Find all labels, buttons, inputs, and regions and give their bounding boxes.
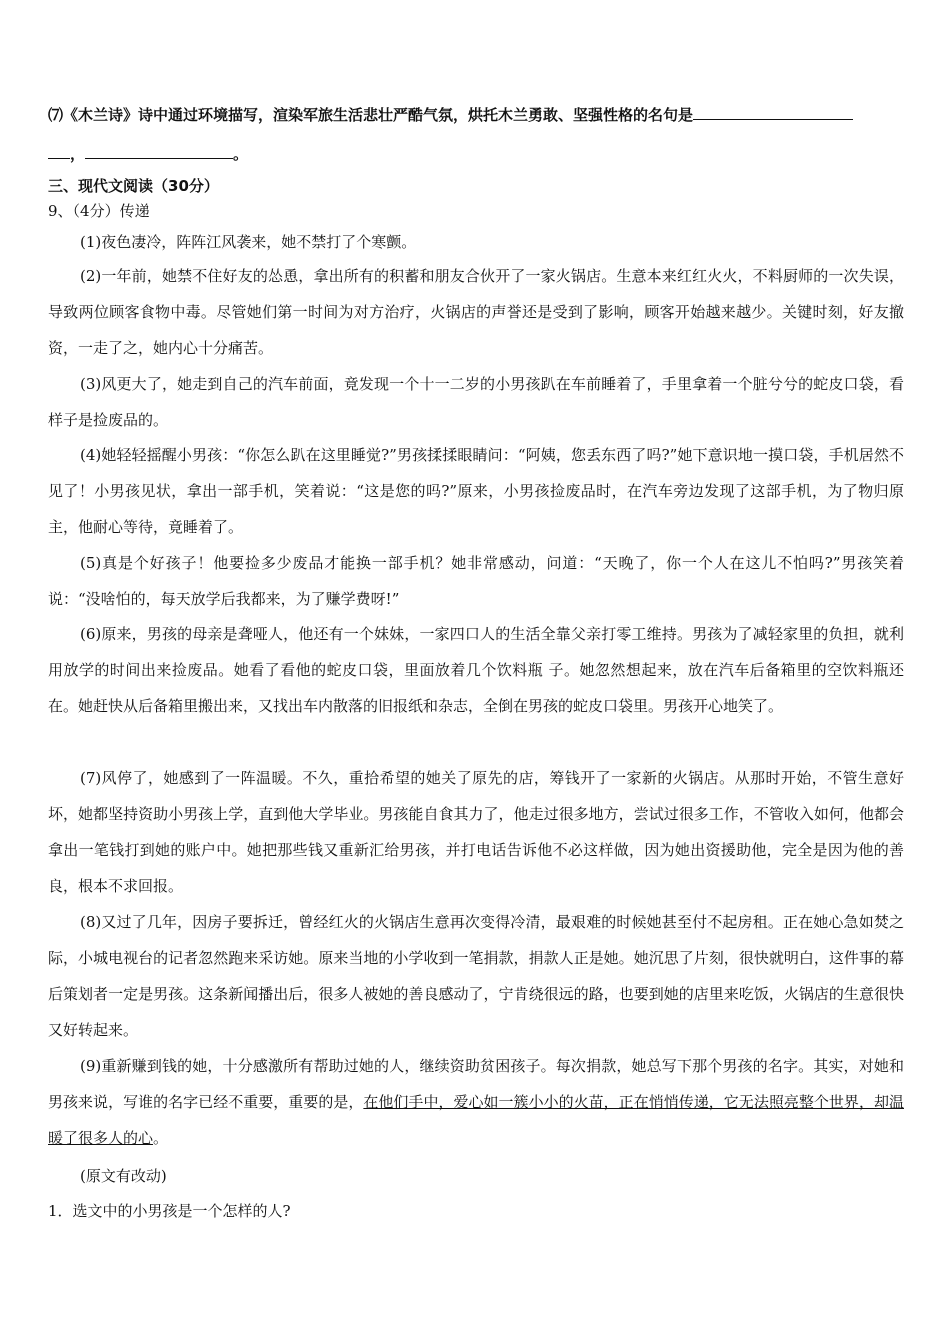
period: 。 bbox=[233, 145, 249, 163]
answer-blank-2[interactable] bbox=[85, 144, 233, 159]
question-7-text: ⑺《木兰诗》诗中通过环境描写，渲染军旅生活悲壮严酷气氛，烘托木兰勇敢、坚强性格的名句是 bbox=[48, 106, 694, 124]
paragraph-9-end: 。 bbox=[153, 1129, 169, 1147]
section-3-title: 三、现代文阅读（30分） bbox=[48, 177, 219, 195]
answer-blank-1-cont[interactable] bbox=[48, 144, 70, 159]
paragraph-1: (1)夜色凄冷，阵阵江风袭来，她不禁打了个寒颤。 bbox=[80, 233, 417, 251]
paragraph-3: (3)风更大了，她走到自己的汽车前面，竟发现一个十一二岁的小男孩趴在车前睡着了，手里拿着一个脏兮兮的蛇皮口袋，看样子是捡废品的。 bbox=[48, 375, 904, 429]
question-7-continued bbox=[48, 143, 248, 164]
paragraph-2: (2)一年前，她禁不住好友的怂恿，拿出所有的积蓄和朋友合伙开了一家火锅店。生意本来红红火火，不料厨师的一次失误，导致两位顾客食物中毒。尽管她们第一时间为对方治疗，火锅店的声誉还是受到了影响，顾客开始越来越少。关键时刻，好友撤资，一走了之，她内心十分痛苦。 bbox=[48, 267, 904, 357]
underlined-key-sentence: 在他们手中，爱心如一簇小小的火苗，正在悄悄传递，它无法照亮整个世界，却温暖了很多人的心 bbox=[48, 1093, 904, 1147]
paragraph-6: (6)原来，男孩的母亲是聋哑人，他还有一个妹妹，一家四口人的生活全靠父亲打零工维持。男孩为了减轻家里的负担，就利用放学的时间出来捡废品。她看了看他的蛇皮口袋，里面放着几个饮料瓶 子。她忽然想起来，放在汽车后备箱里的空饮料瓶还在。她赶快从后备箱里搬出来，又找出车内散落的旧报纸和杂志，全倒在男孩的蛇皮口袋里。男孩开心地笑了。 bbox=[48, 625, 904, 715]
answer-blank-1[interactable] bbox=[693, 105, 853, 120]
paragraph-9 bbox=[48, 1048, 904, 1156]
paragraph-4: (4)她轻轻摇醒小男孩：“你怎么趴在这里睡觉?”男孩揉揉眼睛问：“阿姨，您丢东西了吗?”她下意识地一摸口袋，手机居然不见了！小男孩见状，拿出一部手机，笑着说：“这是您的吗?”原来，小男孩捡废品时，在汽车旁边发现了这部手机，为了物归原主，他耐心等待，竟睡着了。 bbox=[48, 446, 904, 536]
source-note: (原文有改动) bbox=[80, 1167, 167, 1185]
question-9-header: 9、（4分）传递 bbox=[48, 202, 150, 220]
question-1: 1．选文中的小男孩是一个怎样的人? bbox=[48, 1202, 291, 1220]
paragraph-7: (7)风停了，她感到了一阵温暖。不久，重拾希望的她关了原先的店，筹钱开了一家新的火锅店。从那时开始，不管生意好坏，她都坚持资助小男孩上学，直到他大学毕业。男孩能自食其力了，他走过很多地方，尝试过很多工作，不管收入如何，他都会拿出一笔钱打到她的账户中。她把那些钱又重新汇给男孩，并打电话告诉他不必这样做，因为她出资援助他，完全是因为他的善良，根本不求回报。 bbox=[48, 769, 904, 895]
comma: ， bbox=[70, 145, 86, 163]
paragraph-5: (5)真是个好孩子！他要捡多少废品才能换一部手机？她非常感动，问道：“天晚了，你一个人在这儿不怕吗?”男孩笑着说：“没啥怕的，每天放学后我都来，为了赚学费呀!” bbox=[48, 554, 904, 608]
paragraph-8: (8)又过了几年，因房子要拆迁，曾经红火的火锅店生意再次变得冷清，最艰难的时候她甚至付不起房租。正在她心急如焚之际，小城电视台的记者忽然跑来采访她。原来当地的小学收到一笔捐款，捐款人正是她。她沉思了片刻，很快就明白，这件事的幕后策划者一定是男孩。这条新闻播出后，很多人被她的善良感动了，宁肯绕很远的路，也要到她的店里来吃饭，火锅店的生意很快又好转起来。 bbox=[48, 913, 904, 1039]
paragraph-9-text: (9)重新赚到钱的她，十分感激所有帮助过她的人，继续资助贫困孩子。每次捐款，她总写下那个男孩的名字。其实，对她和男孩来说，写谁的名字已经不重要，重要的是， bbox=[48, 1057, 904, 1111]
question-7 bbox=[48, 104, 853, 125]
